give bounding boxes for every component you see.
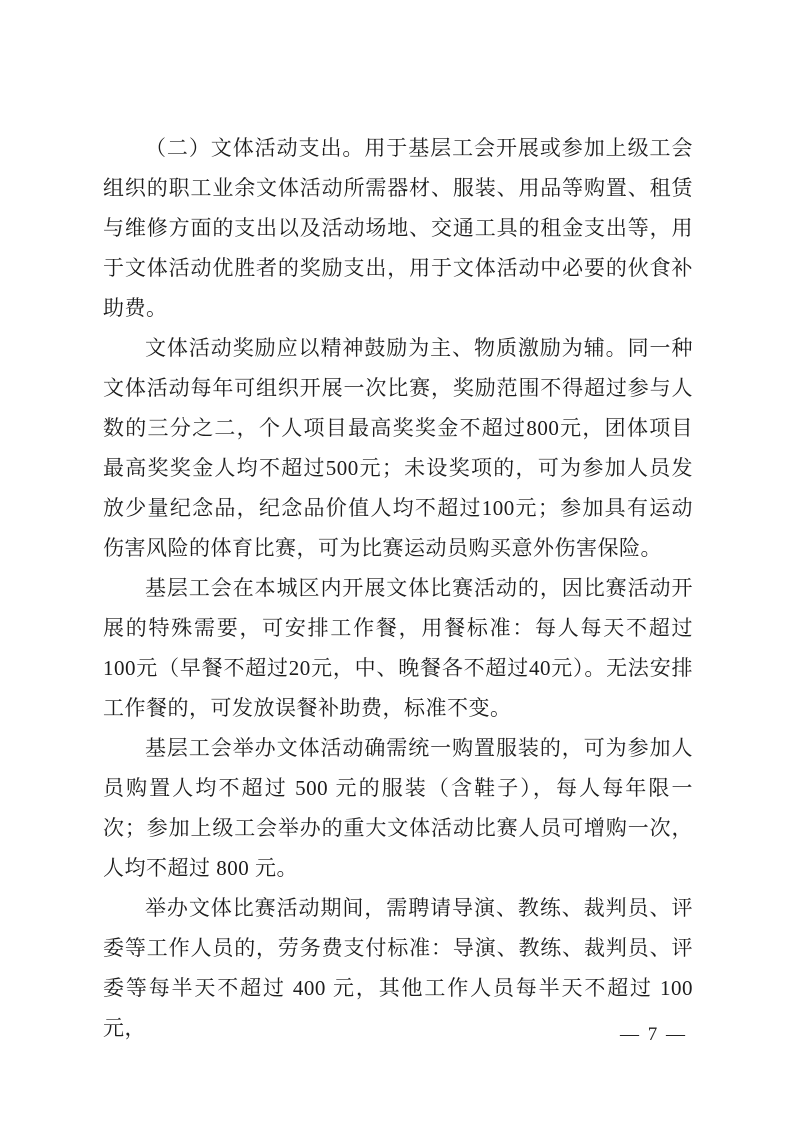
paragraph-staff-service-fees: 举办文体比赛活动期间，需聘请导演、教练、裁判员、评委等工作人员的，劳务费支付标准：导演、教练、裁判员、评委等每半天不超过 400 元，其他工作人员每半天不超过 100 元， (103, 896, 693, 1040)
paragraph-meal-standards: 基层工会在本城区内开展文体比赛活动的，因比赛活动开展的特殊需要，可安排工作餐，用餐标准：每人每天不超过100元（早餐不超过20元，中、晚餐各不超过40元）。无法安排工作餐的，可发放误餐补助费，标准不变。 (103, 576, 693, 720)
paragraph-expenditure-definition: （二）文体活动支出。用于基层工会开展或参加上级工会组织的职工业余文体活动所需器材、服装、用品等购置、租赁与维修方面的支出以及活动场地、交通工具的租金支出等，用于文体活动优胜者的奖励支出，用于文体活动中必要的伙食补助费。 (103, 136, 693, 320)
document-text-block (103, 128, 693, 1048)
page-number: — 7 — (620, 1024, 687, 1045)
paragraph-award-rules: 文体活动奖励应以精神鼓励为主、物质激励为辅。同一种文体活动每年可组织开展一次比赛，奖励范围不得超过参与人数的三分之二，个人项目最高奖奖金不超过800元，团体项目最高奖奖金人均不超过500元；未设奖项的，可为参加人员发放少量纪念品，纪念品价值人均不超过100元；参加具有运动伤害风险的体育比赛，可为比赛运动员购买意外伤害保险。 (103, 336, 693, 560)
paragraph-uniform-purchase: 基层工会举办文体活动确需统一购置服装的，可为参加人员购置人均不超过 500 元的服装（含鞋子），每人每年限一次；参加上级工会举办的重大文体活动比赛人员可增购一次，人均不超过 800 元。 (103, 736, 693, 880)
